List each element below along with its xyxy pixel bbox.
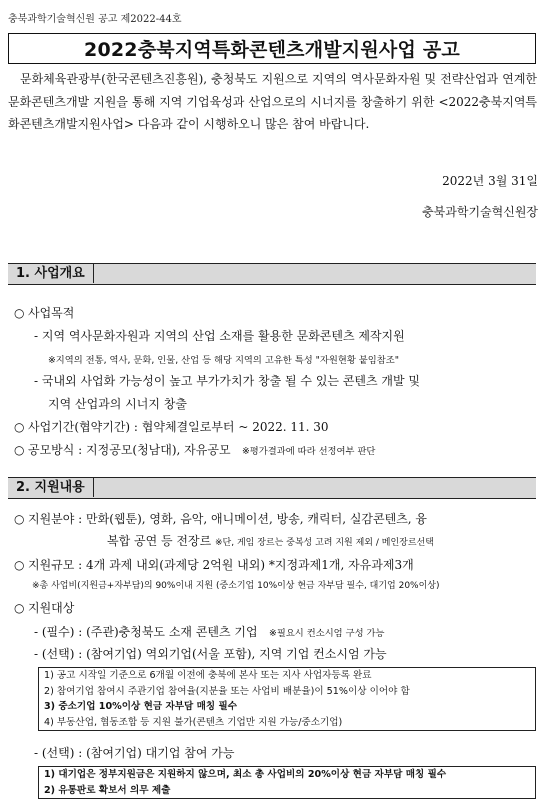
requirement-item: 1) 대기업은 정부지원금은 지원하지 않으며, 최소 총 사업비의 20%이상 현금 자부담 매칭 필수 [44, 769, 447, 780]
requirement-item: 1) 공고 시작일 기준으로 6개월 이전에 충북에 본사 또는 지사 사업자등록 완료 [44, 670, 372, 681]
target-required: - (필수) : (주관)충청북도 소재 콘텐츠 기업 ※필요시 컨소시엄 구성 가능 [34, 625, 385, 639]
large-company-box [38, 766, 536, 799]
circle-bullet-icon: ○ [14, 420, 25, 434]
section-label: 1. 사업개요 [8, 264, 94, 283]
field-cont: 복합 공연 등 전장르 ※단, 게임 장르는 중복성 고려 지원 제외 / 메인장르선택 [107, 534, 434, 548]
list-item-scale: ○ 지원규모 : 4개 과제 내외(과제당 2억원 내외) *지정과제1개, 자유과제3개 [14, 558, 414, 572]
requirement-item: 3) 중소기업 10%이상 현금 자부담 매칭 필수 [44, 701, 238, 712]
issuer-name: 충북과학기술혁신원장 [422, 205, 538, 219]
field-note: ※단, 게임 장르는 중복성 고려 지원 제외 / 메인장르선택 [215, 538, 434, 548]
requirement-item: 2) 유통판로 확보서 의무 제출 [44, 784, 171, 796]
list-item-purpose: ○ 사업목적 [14, 306, 75, 320]
target-optional: - (선택) : (참여기업) 역외기업(서울 포함), 지역 기업 컨소시엄 가능 [34, 647, 387, 661]
method-note: ※평가결과에 따라 선정여부 판단 [242, 446, 376, 457]
required-note: ※필요시 컨소시엄 구성 가능 [269, 628, 385, 639]
circle-bullet-icon: ○ [14, 601, 25, 615]
scale-note: ※총 사업비(지원금+자부담)의 90%이내 지원 (중소기업 10%이상 현금 자부담 필수, 대기업 20%이상) [32, 581, 440, 591]
target-optional-large: - (선택) : (참여기업) 대기업 참여 가능 [34, 746, 235, 760]
circle-bullet-icon: ○ [14, 443, 25, 457]
page-title: 2022충북지역특화콘텐츠개발지원사업 공고 [84, 39, 460, 61]
circle-bullet-icon: ○ [14, 558, 25, 572]
intro-paragraph: 문화체육관광부(한국콘텐츠진흥원), 충청북도 지원으로 지역의 역사문화자원 및 전략산업과 연계한 문화콘텐츠개발 지원을 통해 지역 기업육성과 산업으로의 시너지를 창출하기 위한 <2022충북지역특화콘텐츠개발지원사업> 다음과 같이 시행하오니 많은 참여 바랍니다. [8, 72, 537, 131]
circle-bullet-icon: ○ [14, 306, 25, 320]
announcement-date: 2022년 3월 31일 [442, 174, 538, 188]
title-box [8, 33, 536, 64]
requirement-item: 2) 참여기업 참여시 주관기업 참여율(지분율 또는 사업비 배분율)이 51%이상 이어야 함 [44, 685, 410, 697]
purpose-item-2: - 국내외 사업화 가능성이 높고 부가가치가 창출 될 수 있는 콘텐츠 개발 및 [34, 374, 420, 388]
section-header-overview [8, 263, 536, 285]
purpose-item-2-cont: 지역 산업과의 시너지 창출 [48, 397, 187, 411]
requirements-box [38, 667, 536, 731]
circle-bullet-icon: ○ [14, 512, 25, 526]
section-label: 2. 지원내용 [8, 478, 94, 497]
requirement-item: 4) 부동산업, 협동조합 등 지원 불가(콘텐츠 기업만 지원 가능/중소기업) [44, 716, 343, 728]
section-header-support [8, 477, 536, 499]
announcement-number: 충북과학기술혁신원 공고 제2022-44호 [8, 14, 182, 25]
list-item-method: ○ 공모방식 : 지정공모(청남대), 자유공모 ※평가결과에 따라 선정여부 판단 [14, 443, 376, 457]
list-item-target: ○ 지원대상 [14, 601, 75, 615]
purpose-note: ※지역의 전통, 역사, 문화, 인물, 산업 등 해당 지역의 고유한 특성 "자원현황 붙임참조" [48, 355, 400, 366]
list-item-period: ○ 사업기간(협약기간) : 협약체결일로부터 ~ 2022. 11. 30 [14, 420, 329, 434]
list-item-field: ○ 지원분야 : 만화(웹툰), 영화, 음악, 애니메이션, 방송, 캐릭터, 실감콘텐츠, 융 [14, 512, 428, 526]
purpose-item-1: - 지역 역사문화자원과 지역의 산업 소재를 활용한 문화콘텐츠 제작지원 [34, 329, 405, 343]
